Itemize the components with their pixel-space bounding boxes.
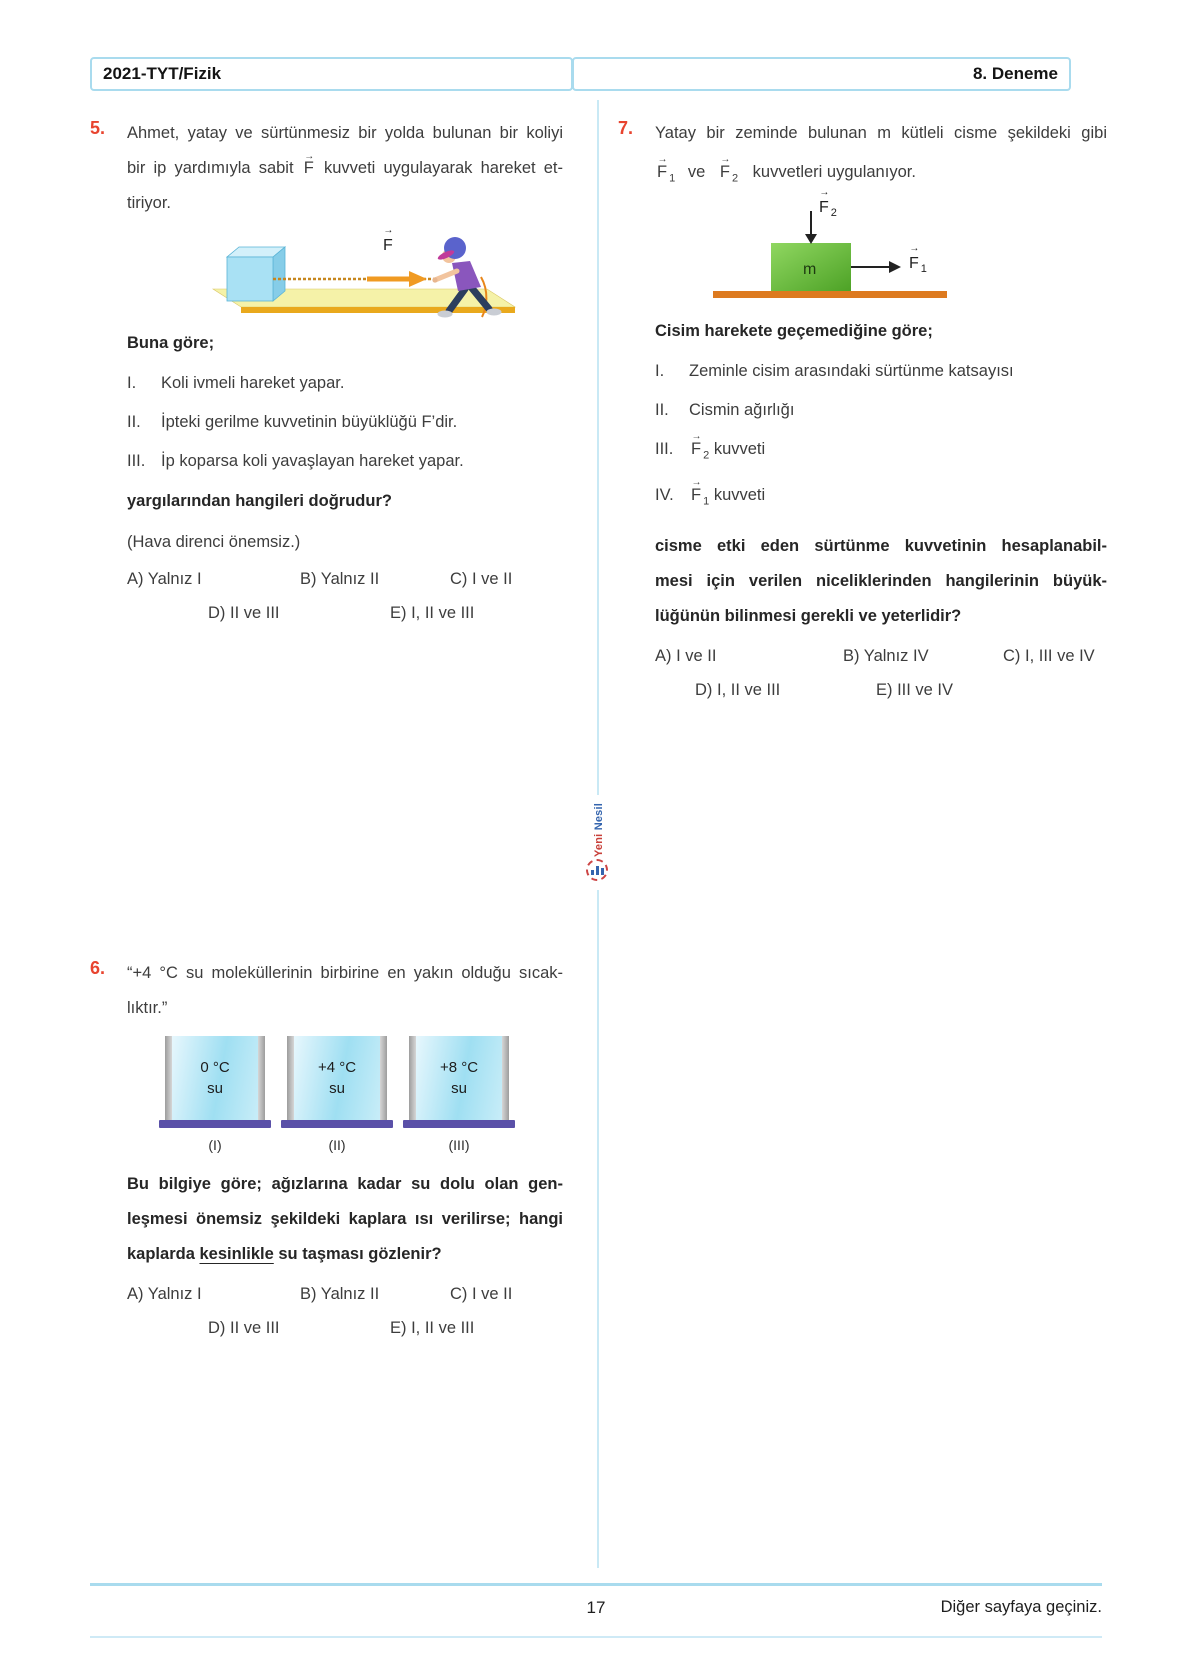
q6-stem-line-3: [127, 1237, 563, 1272]
q6-stem-underlined-word: kesinlikle: [199, 1245, 274, 1263]
q5-item-1-text: Koli ivmeli hareket yapar.: [161, 374, 345, 392]
footer-bottom-rule: [90, 1636, 1102, 1638]
q5-option-d: D) II ve III: [208, 604, 280, 622]
q6-option-d: D) II ve III: [208, 1319, 280, 1337]
q7-options-row-2: [655, 681, 1107, 715]
beaker-wall: [258, 1036, 265, 1120]
q6-stem-line-3a: kaplarda: [127, 1245, 195, 1263]
q6-stem: [127, 1167, 563, 1272]
person-shoe: [438, 311, 453, 318]
publisher-word-2: Nesil: [593, 803, 605, 831]
q7-stem-line-1: cisme etki eden sürtünme kuvvetinin hesaplanabil-: [655, 536, 1107, 555]
box-side: [273, 247, 285, 301]
q7-mass-label: m: [803, 261, 817, 279]
footer-divider: [90, 1583, 1102, 1586]
q5-option-e: E) I, II ve III: [390, 604, 475, 622]
beaker-2: [281, 1036, 393, 1153]
beaker-3-temp: +8 °C: [439, 1059, 479, 1076]
q5-item-2-numeral: II.: [127, 413, 141, 431]
q5-lead: Buna göre;: [127, 334, 215, 352]
q7-item-3: [655, 437, 1107, 467]
q5-intro-line-2b: kuvveti uygulayarak hareket et-: [323, 159, 564, 177]
q6-options-row-2: [127, 1319, 563, 1353]
q7-option-e: E) III ve IV: [876, 680, 954, 699]
beaker-2-label: su: [329, 1080, 345, 1097]
beaker-wall: [409, 1036, 416, 1120]
q7-item-1: [655, 359, 1107, 383]
beaker-base: [159, 1120, 271, 1128]
beaker-wall: [165, 1036, 172, 1120]
q6-stem-line-3b: su taşması gözlenir?: [278, 1245, 442, 1263]
q7-options-row-1: [655, 647, 1107, 681]
q5-intro-line-2: [127, 151, 563, 186]
q7-stem-line-2: mesi için verilen niceliklerinden hangilerinin büyük-: [655, 571, 1107, 590]
header-test-name: [572, 57, 1071, 91]
publisher-chart-icon: [586, 859, 608, 881]
q7-option-a: A) I ve II: [655, 646, 717, 665]
vector-f2-symbol: → F: [720, 157, 730, 187]
q7-item-4: [655, 483, 1107, 513]
f2-arrow-head: [805, 234, 817, 244]
person-shoe: [487, 309, 502, 316]
beaker-base: [403, 1120, 515, 1128]
publisher-name: [593, 793, 605, 857]
beaker-3-water: [416, 1036, 502, 1120]
q7-item-2-numeral: II.: [655, 401, 669, 420]
column-divider-top: [597, 100, 599, 795]
q6-option-c: C) I ve II: [450, 1285, 513, 1303]
q7-item-1-numeral: I.: [655, 362, 665, 381]
q5-item-1-numeral: I.: [127, 374, 137, 392]
vector-f1-symbol: → F: [657, 157, 667, 187]
q5-item-3-numeral: III.: [127, 452, 146, 470]
q6-stem-line-2: leşmesi önemsiz şekildeki kaplara ısı verilirse; hangi: [127, 1210, 563, 1228]
q7-item-3-numeral: III.: [655, 440, 674, 459]
question-6-intro: [127, 956, 563, 1026]
logo-bar-icon: [591, 870, 594, 875]
vector-f2-symbol: → F: [691, 437, 701, 461]
vector-f1-symbol: → F: [691, 483, 701, 507]
f1-arrow-head: [889, 261, 901, 273]
q7-item-4-text: → F $_1$ kuvveti: [689, 483, 1107, 513]
q5-note: (Hava direnci önemsiz.): [127, 532, 301, 551]
q5-option-b: B) Yalnız II: [300, 570, 380, 588]
beaker-1-label: su: [207, 1080, 223, 1097]
q7-item-1-text: Zeminle cisim arasındaki sürtünme katsayısı: [689, 362, 1014, 381]
logo-bar-icon: [601, 868, 604, 875]
q7-item-4-numeral: IV.: [655, 485, 674, 504]
q5-intro-line-2a: bir ip yardımıyla sabit: [127, 159, 294, 177]
box-front: [227, 257, 273, 301]
q7-intro-line-1: Yatay bir zeminde bulunan m kütleli cisme şekildeki gibi: [655, 124, 1107, 142]
publisher-word-1: Yeni: [593, 833, 605, 857]
column-divider-bottom: [597, 890, 599, 1568]
q7-option-b: B) Yalnız IV: [843, 646, 929, 665]
exam-title-text: 2021-TYT/Fizik: [103, 64, 222, 83]
q5-intro-line-3: tiriyor.: [127, 194, 172, 212]
beaker-2-temp: +4 °C: [317, 1059, 357, 1076]
beaker-3-label: su: [451, 1080, 467, 1097]
q7-stem-line-3: lüğünün bilinmesi gerekli ve yeterlidir?: [655, 606, 962, 625]
q7-stem: [655, 529, 1107, 634]
vector-f1-symbol: → F: [909, 255, 919, 273]
beaker-1-temp: 0 °C: [200, 1059, 230, 1076]
person-arm: [435, 271, 457, 280]
q7-intro-mid: ve: [687, 163, 706, 181]
page-number: 17: [586, 1598, 606, 1617]
q7-figure: [713, 201, 963, 309]
q5-stem: yargılarından hangileri doğrudur?: [127, 492, 392, 510]
vector-f-symbol: → F: [383, 237, 393, 255]
q5-options-row-2: [127, 604, 563, 638]
q6-option-b: B) Yalnız II: [300, 1285, 380, 1303]
q7-item-2-text: Cismin ağırlığı: [689, 401, 795, 420]
q6-figure: [159, 1036, 519, 1153]
beaker-3: [403, 1036, 515, 1153]
q7-f2-label: → F $_2$: [817, 199, 837, 219]
q5-option-c: C) I ve II: [450, 570, 513, 588]
question-6: [127, 956, 563, 1353]
q6-intro-line-1: “+4 °C su moleküllerinin birbirine en yakın olduğu sıcak-: [127, 964, 563, 982]
q5-force-label: [381, 237, 395, 255]
q6-option-a: A) Yalnız I: [127, 1285, 202, 1303]
question-7-intro: [655, 116, 1107, 193]
q7-item-2: [655, 398, 1107, 422]
question-7-number: 7.: [618, 118, 634, 138]
q5-options-row-1: [127, 570, 563, 604]
beaker-wall: [380, 1036, 387, 1120]
beaker-2-tag: (II): [328, 1137, 346, 1153]
footer-note: Diğer sayfaya geçiniz.: [940, 1598, 1102, 1616]
q5-item-2: [127, 410, 563, 434]
q5-option-a: A) Yalnız I: [127, 570, 202, 588]
header-exam-title: [90, 57, 573, 91]
q5-intro-line-1: Ahmet, yatay ve sürtünmesiz bir yolda bulunan bir koliyi: [127, 124, 563, 142]
vector-f2-symbol: → F: [819, 199, 829, 217]
q6-options-row-1: [127, 1285, 563, 1319]
q5-figure-svg: [197, 229, 527, 321]
question-5-intro: [127, 116, 563, 221]
q6-intro-line-2: lıktır.”: [127, 999, 168, 1017]
q7-lead: Cisim harekete geçemediğine göre;: [655, 322, 933, 341]
question-6-number: 6.: [90, 958, 106, 978]
q7-intro-after: kuvvetleri uygulanıyor.: [752, 163, 916, 181]
force-arrow-head: [409, 271, 427, 287]
q7-f1-label: → F $_1$: [907, 255, 927, 275]
q7-option-d: D) I, II ve III: [695, 680, 781, 699]
beaker-wall: [502, 1036, 509, 1120]
q7-intro-line-2: → F $_1$ ve → F $_2$ kuvvetleri uygulanıyor.: [655, 151, 1107, 193]
beaker-1-tag: (I): [208, 1137, 222, 1153]
q5-item-3-text: İp koparsa koli yavaşlayan hareket yapar.: [161, 452, 464, 470]
q5-item-3: [127, 449, 563, 473]
q6-stem-line-1: Bu bilgiye göre; ağızlarına kadar su dolu olan gen-: [127, 1175, 563, 1193]
test-name-text: 8. Deneme: [972, 64, 1058, 83]
platform-edge: [241, 307, 515, 313]
q5-figure: [197, 229, 527, 321]
logo-bar-icon: [596, 866, 599, 875]
question-5-number: 5.: [90, 118, 106, 138]
beaker-base: [281, 1120, 393, 1128]
q7-item-3-text: → F $_2$ kuvveti: [689, 437, 1107, 467]
q5-item-1: [127, 371, 563, 395]
ground-line: [713, 291, 947, 298]
beaker-2-water: [294, 1036, 380, 1120]
beaker-wall: [287, 1036, 294, 1120]
person-hand: [432, 277, 437, 282]
beaker-1: [159, 1036, 271, 1153]
beaker-3-tag: (III): [448, 1137, 470, 1153]
person-shirt: [452, 261, 481, 291]
publisher-logo: [584, 793, 614, 889]
question-7: [655, 116, 1107, 715]
q6-option-e: E) I, II ve III: [390, 1319, 475, 1337]
q7-option-c: C) I, III ve IV: [1003, 646, 1095, 665]
question-5: [127, 116, 563, 638]
vector-f-symbol: → F: [304, 151, 314, 186]
beaker-1-water: [172, 1036, 258, 1120]
q5-item-2-text: İpteki gerilme kuvvetinin büyüklüğü F’dir.: [161, 413, 458, 431]
